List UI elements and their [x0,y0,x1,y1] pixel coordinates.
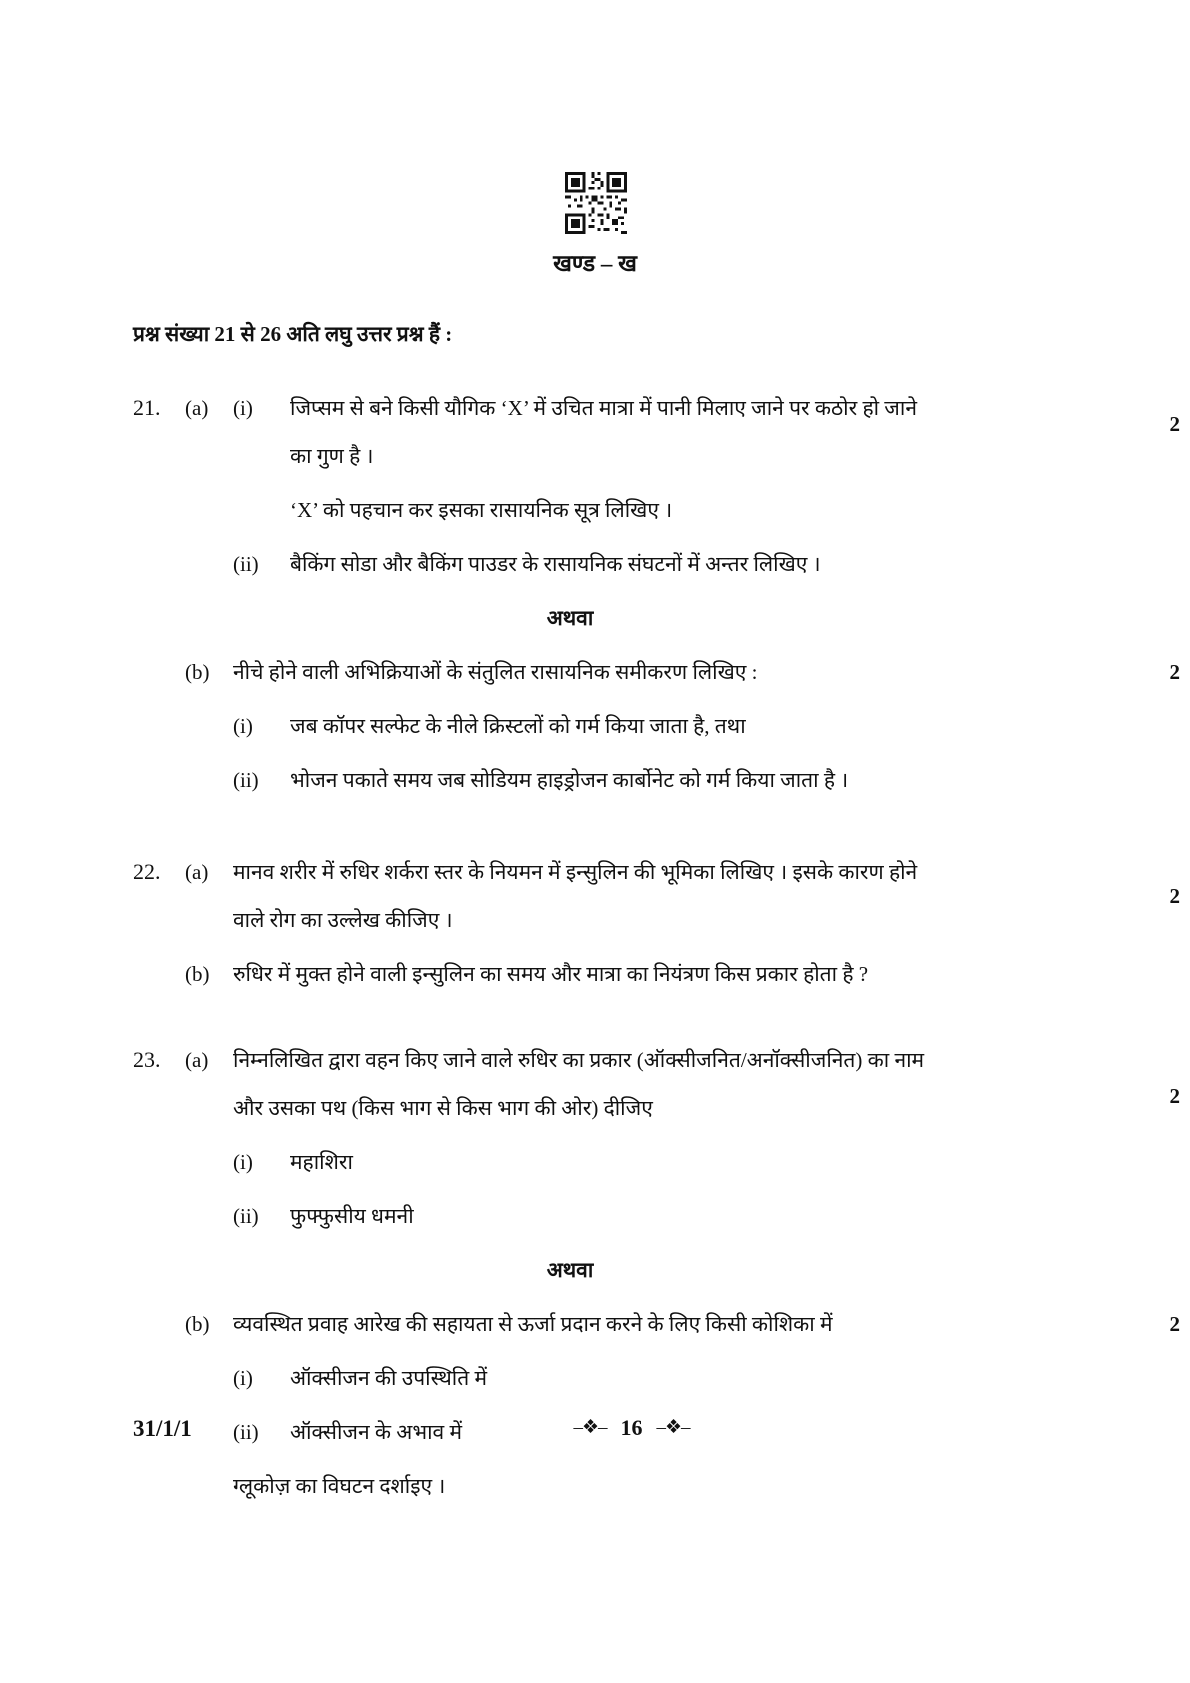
footer-ornament-right-icon: –❖– [656,1417,690,1438]
question-21-body [185,384,1190,804]
item-i-label: (i) [233,1150,253,1174]
question-21 [133,384,1190,804]
question-22-body [185,848,1190,998]
part-b-content [233,648,940,804]
item-i-subparagraph: ‘X’ को पहचान कर इसका रासायनिक सूत्र लिखिए । [290,498,673,522]
part-b-label: (b) [185,660,210,684]
item-i [233,1138,940,1186]
qr-code [565,172,627,234]
part-a-content [233,1036,940,1240]
item-i [233,1354,940,1402]
page-number-group [393,1408,870,1450]
footer-ornament-left-icon: –❖– [573,1417,607,1438]
item-i-label: (i) [233,1366,253,1390]
item-i-label: (i) [233,396,253,420]
section-heading: खण्ड – ख [553,251,637,276]
part-b-paragraph: रुधिर में मुक्त होने वाली इन्सुलिन का समय और मात्रा का नियंत्रण किस प्रकार होता है ? [233,962,869,986]
or-separator: अथवा [546,606,594,630]
item-ii-text [290,756,940,804]
part-a-label: (a) [185,1048,209,1072]
item-i-text [290,702,940,750]
qr-code-graphic [565,172,627,234]
item-ii-label: (ii) [233,768,259,792]
or-separator: अथवा [546,1258,594,1282]
question-21-part-b [185,648,1190,804]
item-ii [233,540,940,588]
item-i-text [290,1138,940,1186]
part-b-content [233,950,940,998]
item-ii-label: (ii) [233,1204,259,1228]
marks-value: 2 [1169,660,1180,684]
part-a-paragraph: मानव शरीर में रुधिर शर्करा स्तर के नियमन में इन्सुलिन की भूमिका लिखिए । इसके कारण होने वाले रोग का उल्लेख कीजिए । [233,860,918,932]
question-21-number: 21. [133,395,161,420]
paper-code: 31/1/1 [133,1416,192,1441]
item-i-text [290,1354,940,1402]
item-i-paragraph: जिप्सम से बने किसी यौगिक ‘X’ में उचित मात्रा में पानी मिलाए जाने पर कठोर हो जाने का गुण है । [290,396,917,468]
part-a-paragraph: निम्नलिखित द्वारा वहन किए जाने वाले रुधिर का प्रकार (ऑक्सीजनित/अनॉक्सीजनित) का नाम और उसका पथ (किस भाग से किस भाग की ओर) दीजिए [233,1048,925,1120]
part-b-label: (b) [185,962,210,986]
item-i-paragraph: महाशिरा [290,1150,353,1174]
part-a-content [233,848,940,944]
item-ii-paragraph: ऑक्सीजन के अभाव में [290,1420,463,1444]
item-i-paragraph: ऑक्सीजन की उपस्थिति में [290,1366,488,1390]
question-23-part-b [185,1300,1190,1510]
question-21-part-a [185,384,1190,588]
intro-line: प्रश्न संख्या 21 से 26 अति लघु उत्तर प्रश्न हैं : [133,322,453,346]
page-footer [133,1408,1070,1450]
item-i-text [290,384,940,534]
item-ii-label: (ii) [233,552,259,576]
item-ii-label: (ii) [233,1420,259,1444]
marks-value: 2 [1169,1084,1180,1108]
marks-value: 2 [1169,884,1180,908]
question-22-part-a [185,848,1190,944]
item-ii-text [290,540,940,588]
item-ii-paragraph: बैकिंग सोडा और बैकिंग पाउडर के रासायनिक संघटनों में अन्तर लिखिए । [290,552,821,576]
part-a-content [233,384,940,588]
part-b-content [233,1300,940,1510]
question-22 [133,848,1190,998]
part-b-paragraph: नीचे होने वाली अभिक्रियाओं के संतुलित रासायनिक समीकरण लिखिए : [233,660,758,684]
item-ii-paragraph: भोजन पकाते समय जब सोडियम हाइड्रोजन कार्बोनेट को गर्म किया जाता है । [290,768,849,792]
item-ii [233,756,940,804]
marks-value: 2 [1169,412,1180,436]
item-i-paragraph: जब कॉपर सल्फेट के नीले क्रिस्टलों को गर्म किया जाता है, तथा [290,714,746,738]
item-i [233,384,940,534]
question-22-part-b [185,950,1190,998]
part-a-label: (a) [185,860,209,884]
question-23-part-a [185,1036,1190,1240]
item-i-label: (i) [233,714,253,738]
page-number: 16 [620,1415,643,1440]
question-22-number: 22. [133,859,161,884]
question-23-number: 23. [133,1047,161,1072]
item-ii-text [290,1192,940,1240]
part-b-paragraph: व्यवस्थित प्रवाह आरेख की सहायता से ऊर्जा प्रदान करने के लिए किसी कोशिका में [233,1312,833,1336]
item-ii [233,1192,940,1240]
part-b-closing: ग्लूकोज़ का विघटन दर्शाइए । [233,1474,446,1498]
item-i [233,702,940,750]
part-a-label: (a) [185,396,209,420]
item-ii-paragraph: फुफ्फुसीय धमनी [290,1204,414,1228]
part-b-label: (b) [185,1312,210,1336]
marks-value: 2 [1169,1312,1180,1336]
